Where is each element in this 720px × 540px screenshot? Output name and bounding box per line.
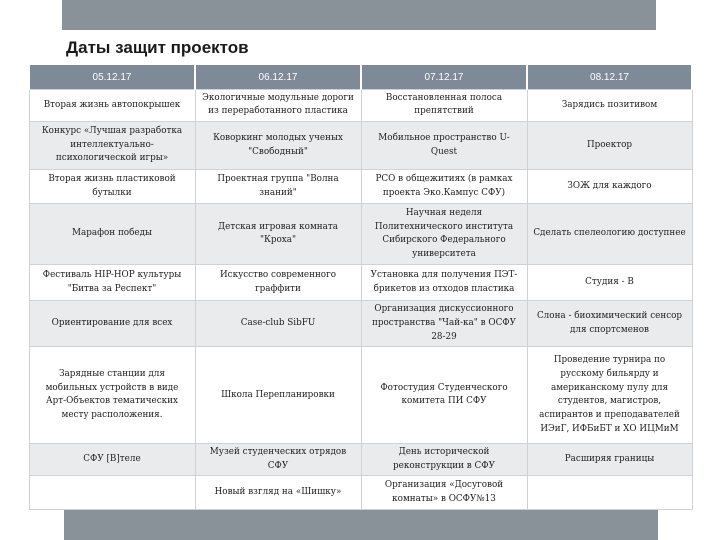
table-cell: Case-club SibFU	[195, 301, 361, 347]
table-cell: Проектная группа "Волна знаний"	[195, 170, 361, 204]
table-cell: Школа Перепланировки	[195, 347, 361, 444]
table-cell: СФУ [В]теле	[29, 444, 195, 476]
table-row	[29, 347, 692, 444]
table-cell: Новый взгляд на «Шишку»	[195, 476, 361, 510]
schedule-table	[28, 65, 693, 510]
table-cell: Ориентирование для всех	[29, 301, 195, 347]
table-row	[29, 444, 692, 476]
table-cell: Экологичные модульные дороги из переработанного пластика	[195, 90, 361, 122]
table-cell: Студия - В	[527, 265, 692, 301]
bottom-decoration-bar	[64, 510, 658, 540]
table-cell: Научная неделя Политехнического института Сибирского Федерального университета	[361, 204, 527, 265]
table-cell: Слона - биохимический сенсор для спортсменов	[527, 301, 692, 347]
table-cell: День исторической реконструкции в СФУ	[361, 444, 527, 476]
table-cell	[29, 476, 195, 510]
table-cell: ЗОЖ для каждого	[527, 170, 692, 204]
table-row	[29, 90, 692, 122]
table-cell: Зарядные станции для мобильных устройств в виде Арт-Объектов тематических месту расположения.	[29, 347, 195, 444]
table-cell: Детская игровая комната "Кроха"	[195, 204, 361, 265]
table-cell: Восстановленная полоса препятствий	[361, 90, 527, 122]
top-decoration-bar	[62, 0, 656, 30]
table-cell: РСО в общежитиях (в рамках проекта Эко.Кампус СФУ)	[361, 170, 527, 204]
table-row	[29, 476, 692, 510]
table-cell: Зарядись позитивом	[527, 90, 692, 122]
table-cell: Фестиваль HIP-HOP культуры "Битва за Респект"	[29, 265, 195, 301]
table-cell: Организация «Досуговой комнаты» в ОСФУ№13	[361, 476, 527, 510]
date-header: 07.12.17	[361, 65, 527, 90]
table-cell: Конкурс «Лучшая разработка интеллектуально-психологической игры»	[29, 121, 195, 169]
header-row	[29, 65, 692, 90]
table-cell: Установка для получения ПЭТ-брикетов из отходов пластика	[361, 265, 527, 301]
table-row	[29, 265, 692, 301]
table-cell	[527, 476, 692, 510]
table-row	[29, 301, 692, 347]
table-row	[29, 204, 692, 265]
table-cell: Марафон победы	[29, 204, 195, 265]
table-cell: Проведение турнира по русскому бильярду и американскому пулу для студентов, магистров, аспирантов и преподавателей ИЭиГ, ИФБиБТ и ХО ИЦМиМ	[527, 347, 692, 444]
date-header: 05.12.17	[29, 65, 195, 90]
table-cell: Сделать спелеологию доступнее	[527, 204, 692, 265]
table-cell: Вторая жизнь пластиковой бутылки	[29, 170, 195, 204]
table-cell: Расширяя границы	[527, 444, 692, 476]
table-cell: Искусство современного граффити	[195, 265, 361, 301]
table-cell: Вторая жизнь автопокрышек	[29, 90, 195, 122]
table-cell: Коворкинг молодых ученых "Свободный"	[195, 121, 361, 169]
table-row	[29, 170, 692, 204]
table-cell: Организация дискуссионного пространства "Чай-ка" в ОСФУ 28-29	[361, 301, 527, 347]
date-header: 08.12.17	[527, 65, 692, 90]
table-cell: Музей студенческих отрядов СФУ	[195, 444, 361, 476]
date-header: 06.12.17	[195, 65, 361, 90]
table-cell: Мобильное пространство U-Quest	[361, 121, 527, 169]
table-cell: Проектор	[527, 121, 692, 169]
page-title: Даты защит проектов	[66, 38, 249, 57]
table-row	[29, 121, 692, 169]
table-cell: Фотостудия Студенческого комитета ПИ СФУ	[361, 347, 527, 444]
